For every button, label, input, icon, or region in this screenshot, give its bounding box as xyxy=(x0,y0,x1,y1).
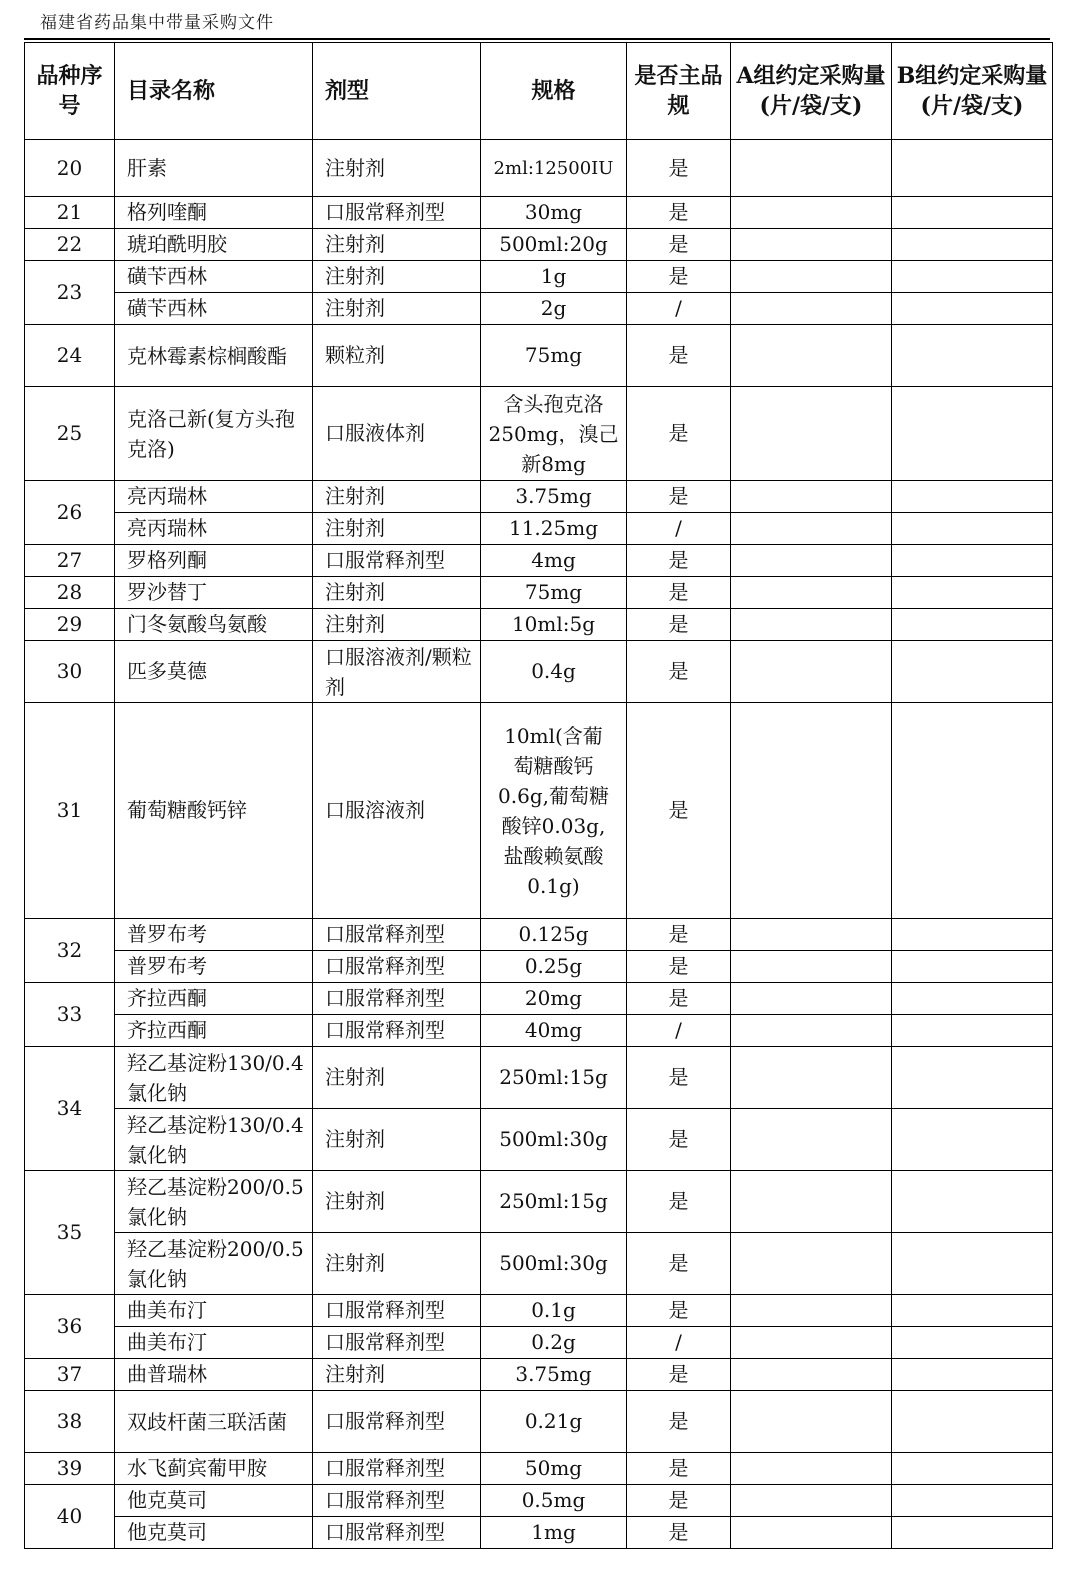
name-cell: 克洛己新(复方头孢克洛) xyxy=(115,387,313,481)
group-b-cell[interactable] xyxy=(892,197,1053,229)
table-row xyxy=(25,197,1053,229)
form-cell: 注射剂 xyxy=(313,513,481,545)
form-cell: 口服常释剂型 xyxy=(313,1517,481,1549)
form-cell: 注射剂 xyxy=(313,293,481,325)
main-cell: / xyxy=(627,293,731,325)
group-b-cell[interactable] xyxy=(892,481,1053,513)
main-cell: 是 xyxy=(627,387,731,481)
group-a-cell[interactable] xyxy=(731,1109,892,1171)
table-header-row xyxy=(25,43,1053,140)
spec-cell: 2ml:12500IU xyxy=(481,140,627,197)
group-b-cell[interactable] xyxy=(892,641,1053,703)
group-a-cell[interactable] xyxy=(731,1295,892,1327)
main-cell: 是 xyxy=(627,1453,731,1485)
spec-cell: 500ml:20g xyxy=(481,229,627,261)
group-b-cell[interactable] xyxy=(892,703,1053,919)
col-header-spec: 规格 xyxy=(481,43,627,140)
form-cell: 注射剂 xyxy=(313,1171,481,1233)
group-a-cell[interactable] xyxy=(731,481,892,513)
group-b-cell[interactable] xyxy=(892,1233,1053,1295)
table-row xyxy=(25,1359,1053,1391)
group-b-cell[interactable] xyxy=(892,387,1053,481)
spec-cell: 50mg xyxy=(481,1453,627,1485)
form-cell: 注射剂 xyxy=(313,140,481,197)
table-row xyxy=(25,1171,1053,1233)
table-row xyxy=(25,545,1053,577)
spec-cell: 0.5mg xyxy=(481,1485,627,1517)
spec-cell: 500ml:30g xyxy=(481,1233,627,1295)
form-cell: 注射剂 xyxy=(313,1047,481,1109)
spec-cell: 10ml:5g xyxy=(481,609,627,641)
main-cell: 是 xyxy=(627,1517,731,1549)
name-cell: 磺苄西林 xyxy=(115,293,313,325)
form-cell: 口服常释剂型 xyxy=(313,919,481,951)
spec-cell: 250ml:15g xyxy=(481,1171,627,1233)
name-cell: 罗沙替丁 xyxy=(115,577,313,609)
group-a-cell[interactable] xyxy=(731,229,892,261)
table-row xyxy=(25,919,1053,951)
spec-cell: 250ml:15g xyxy=(481,1047,627,1109)
group-a-cell[interactable] xyxy=(731,1171,892,1233)
group-a-cell[interactable] xyxy=(731,513,892,545)
main-cell: 是 xyxy=(627,609,731,641)
group-a-cell[interactable] xyxy=(731,261,892,293)
main-cell: 是 xyxy=(627,1485,731,1517)
table-row xyxy=(25,1015,1053,1047)
form-cell: 注射剂 xyxy=(313,481,481,513)
table-row xyxy=(25,1295,1053,1327)
main-cell: 是 xyxy=(627,140,731,197)
seq-cell: 28 xyxy=(25,577,115,609)
group-b-cell[interactable] xyxy=(892,1517,1053,1549)
name-cell: 门冬氨酸鸟氨酸 xyxy=(115,609,313,641)
name-cell: 普罗布考 xyxy=(115,951,313,983)
form-cell: 口服常释剂型 xyxy=(313,1015,481,1047)
spec-cell: 0.2g xyxy=(481,1327,627,1359)
group-a-cell[interactable] xyxy=(731,983,892,1015)
spec-cell: 0.1g xyxy=(481,1295,627,1327)
name-cell: 琥珀酰明胶 xyxy=(115,229,313,261)
table-row xyxy=(25,641,1053,703)
seq-cell: 29 xyxy=(25,609,115,641)
group-b-cell[interactable] xyxy=(892,1485,1053,1517)
spec-cell: 0.25g xyxy=(481,951,627,983)
group-a-cell[interactable] xyxy=(731,703,892,919)
main-cell: 是 xyxy=(627,1047,731,1109)
main-cell: 是 xyxy=(627,197,731,229)
group-a-cell[interactable] xyxy=(731,1015,892,1047)
spec-cell: 0.4g xyxy=(481,641,627,703)
name-cell: 亮丙瑞林 xyxy=(115,481,313,513)
group-a-cell[interactable] xyxy=(731,1359,892,1391)
form-cell: 注射剂 xyxy=(313,261,481,293)
spec-cell: 3.75mg xyxy=(481,1359,627,1391)
group-a-cell[interactable] xyxy=(731,609,892,641)
spec-cell: 0.21g xyxy=(481,1391,627,1453)
group-b-cell[interactable] xyxy=(892,1453,1053,1485)
spec-cell: 30mg xyxy=(481,197,627,229)
form-cell: 口服常释剂型 xyxy=(313,1327,481,1359)
form-cell: 注射剂 xyxy=(313,229,481,261)
seq-cell: 32 xyxy=(25,919,115,983)
main-cell: 是 xyxy=(627,703,731,919)
group-b-cell[interactable] xyxy=(892,1359,1053,1391)
group-a-cell[interactable] xyxy=(731,1517,892,1549)
group-a-cell[interactable] xyxy=(731,951,892,983)
group-a-cell[interactable] xyxy=(731,1485,892,1517)
group-a-cell[interactable] xyxy=(731,919,892,951)
main-cell: 是 xyxy=(627,919,731,951)
main-cell: 是 xyxy=(627,229,731,261)
spec-cell: 含头孢克洛250mg，溴己新8mg xyxy=(481,387,627,481)
table-row xyxy=(25,1327,1053,1359)
form-cell: 口服液体剂 xyxy=(313,387,481,481)
seq-cell: 21 xyxy=(25,197,115,229)
name-cell: 普罗布考 xyxy=(115,919,313,951)
form-cell: 口服常释剂型 xyxy=(313,197,481,229)
group-b-cell[interactable] xyxy=(892,1391,1053,1453)
seq-cell: 27 xyxy=(25,545,115,577)
table-row xyxy=(25,577,1053,609)
group-b-cell[interactable] xyxy=(892,577,1053,609)
group-b-cell[interactable] xyxy=(892,513,1053,545)
table-row xyxy=(25,293,1053,325)
group-a-cell[interactable] xyxy=(731,197,892,229)
spec-cell: 1mg xyxy=(481,1517,627,1549)
group-b-cell[interactable] xyxy=(892,919,1053,951)
seq-cell: 40 xyxy=(25,1485,115,1549)
name-cell: 齐拉西酮 xyxy=(115,1015,313,1047)
seq-cell: 23 xyxy=(25,261,115,325)
group-a-cell[interactable] xyxy=(731,140,892,197)
spec-cell: 11.25mg xyxy=(481,513,627,545)
spec-cell: 10ml(含葡萄糖酸钙0.6g,葡萄糖酸锌0.03g,盐酸赖氨酸0.1g) xyxy=(481,703,627,919)
col-header-name: 目录名称 xyxy=(115,43,313,140)
form-cell: 注射剂 xyxy=(313,1233,481,1295)
name-cell: 羟乙基淀粉200/0.5氯化钠 xyxy=(115,1171,313,1233)
group-b-cell[interactable] xyxy=(892,1015,1053,1047)
table-row xyxy=(25,1047,1053,1109)
form-cell: 口服常释剂型 xyxy=(313,545,481,577)
main-cell: 是 xyxy=(627,481,731,513)
group-b-cell[interactable] xyxy=(892,325,1053,387)
form-cell: 口服常释剂型 xyxy=(313,1391,481,1453)
main-cell: 是 xyxy=(627,1391,731,1453)
seq-cell: 38 xyxy=(25,1391,115,1453)
group-a-cell[interactable] xyxy=(731,1233,892,1295)
name-cell: 罗格列酮 xyxy=(115,545,313,577)
group-b-cell[interactable] xyxy=(892,140,1053,197)
drug-table xyxy=(24,42,1053,1549)
name-cell: 亮丙瑞林 xyxy=(115,513,313,545)
main-cell: / xyxy=(627,1015,731,1047)
main-cell: 是 xyxy=(627,1295,731,1327)
document-header: 福建省药品集中带量采购文件 xyxy=(40,13,274,33)
group-b-cell[interactable] xyxy=(892,1171,1053,1233)
form-cell: 口服常释剂型 xyxy=(313,1295,481,1327)
main-cell: 是 xyxy=(627,1109,731,1171)
header-rule xyxy=(24,38,1050,40)
main-cell: 是 xyxy=(627,261,731,293)
main-cell: / xyxy=(627,1327,731,1359)
spec-cell: 1g xyxy=(481,261,627,293)
group-b-cell[interactable] xyxy=(892,1295,1053,1327)
main-cell: 是 xyxy=(627,1359,731,1391)
name-cell: 曲普瑞林 xyxy=(115,1359,313,1391)
table-row xyxy=(25,703,1053,919)
table-row xyxy=(25,1391,1053,1453)
name-cell: 羟乙基淀粉130/0.4氯化钠 xyxy=(115,1109,313,1171)
form-cell: 注射剂 xyxy=(313,609,481,641)
spec-cell: 500ml:30g xyxy=(481,1109,627,1171)
name-cell: 他克莫司 xyxy=(115,1485,313,1517)
form-cell: 注射剂 xyxy=(313,1359,481,1391)
table-row xyxy=(25,325,1053,387)
group-a-cell[interactable] xyxy=(731,1453,892,1485)
group-b-cell[interactable] xyxy=(892,293,1053,325)
form-cell: 注射剂 xyxy=(313,1109,481,1171)
group-b-cell[interactable] xyxy=(892,545,1053,577)
table-row xyxy=(25,229,1053,261)
table-row xyxy=(25,513,1053,545)
seq-cell: 33 xyxy=(25,983,115,1047)
form-cell: 口服溶液剂 xyxy=(313,703,481,919)
group-b-cell[interactable] xyxy=(892,1109,1053,1171)
main-cell: / xyxy=(627,513,731,545)
name-cell: 克林霉素棕榈酸酯 xyxy=(115,325,313,387)
seq-cell: 34 xyxy=(25,1047,115,1171)
name-cell: 齐拉西酮 xyxy=(115,983,313,1015)
seq-cell: 25 xyxy=(25,387,115,481)
group-a-cell[interactable] xyxy=(731,577,892,609)
group-a-cell[interactable] xyxy=(731,387,892,481)
table-row xyxy=(25,1109,1053,1171)
spec-cell: 0.125g xyxy=(481,919,627,951)
seq-cell: 22 xyxy=(25,229,115,261)
seq-cell: 20 xyxy=(25,140,115,197)
name-cell: 他克莫司 xyxy=(115,1517,313,1549)
col-header-group-a: A组约定采购量(片/袋/支) xyxy=(731,43,892,140)
name-cell: 磺苄西林 xyxy=(115,261,313,293)
table-row xyxy=(25,481,1053,513)
seq-cell: 39 xyxy=(25,1453,115,1485)
col-header-seq: 品种序号 xyxy=(25,43,115,140)
spec-cell: 75mg xyxy=(481,325,627,387)
name-cell: 水飞蓟宾葡甲胺 xyxy=(115,1453,313,1485)
spec-cell: 4mg xyxy=(481,545,627,577)
spec-cell: 20mg xyxy=(481,983,627,1015)
group-b-cell[interactable] xyxy=(892,1047,1053,1109)
table-row xyxy=(25,1453,1053,1485)
main-cell: 是 xyxy=(627,545,731,577)
group-b-cell[interactable] xyxy=(892,229,1053,261)
form-cell: 口服常释剂型 xyxy=(313,983,481,1015)
group-a-cell[interactable] xyxy=(731,641,892,703)
main-cell: 是 xyxy=(627,641,731,703)
group-b-cell[interactable] xyxy=(892,983,1053,1015)
spec-cell: 3.75mg xyxy=(481,481,627,513)
main-cell: 是 xyxy=(627,1233,731,1295)
seq-cell: 30 xyxy=(25,641,115,703)
main-cell: 是 xyxy=(627,983,731,1015)
form-cell: 口服溶液剂/颗粒剂 xyxy=(313,641,481,703)
spec-cell: 40mg xyxy=(481,1015,627,1047)
group-b-cell[interactable] xyxy=(892,951,1053,983)
group-a-cell[interactable] xyxy=(731,1391,892,1453)
name-cell: 肝素 xyxy=(115,140,313,197)
table-row xyxy=(25,609,1053,641)
table-row xyxy=(25,1233,1053,1295)
name-cell: 匹多莫德 xyxy=(115,641,313,703)
table-row xyxy=(25,387,1053,481)
table-row xyxy=(25,951,1053,983)
name-cell: 曲美布汀 xyxy=(115,1295,313,1327)
group-a-cell[interactable] xyxy=(731,545,892,577)
group-a-cell[interactable] xyxy=(731,1047,892,1109)
col-header-group-b: B组约定采购量(片/袋/支) xyxy=(892,43,1053,140)
form-cell: 口服常释剂型 xyxy=(313,1453,481,1485)
group-b-cell[interactable] xyxy=(892,1327,1053,1359)
seq-cell: 26 xyxy=(25,481,115,545)
name-cell: 曲美布汀 xyxy=(115,1327,313,1359)
group-a-cell[interactable] xyxy=(731,293,892,325)
table-row xyxy=(25,140,1053,197)
name-cell: 葡萄糖酸钙锌 xyxy=(115,703,313,919)
seq-cell: 37 xyxy=(25,1359,115,1391)
name-cell: 双歧杆菌三联活菌 xyxy=(115,1391,313,1453)
main-cell: 是 xyxy=(627,577,731,609)
table-row xyxy=(25,1517,1053,1549)
group-b-cell[interactable] xyxy=(892,609,1053,641)
col-header-main: 是否主品规 xyxy=(627,43,731,140)
name-cell: 格列喹酮 xyxy=(115,197,313,229)
main-cell: 是 xyxy=(627,325,731,387)
col-header-form: 剂型 xyxy=(313,43,481,140)
table-row xyxy=(25,1485,1053,1517)
name-cell: 羟乙基淀粉200/0.5氯化钠 xyxy=(115,1233,313,1295)
form-cell: 口服常释剂型 xyxy=(313,1485,481,1517)
group-a-cell[interactable] xyxy=(731,325,892,387)
spec-cell: 75mg xyxy=(481,577,627,609)
table-row xyxy=(25,261,1053,293)
form-cell: 口服常释剂型 xyxy=(313,951,481,983)
spec-cell: 2g xyxy=(481,293,627,325)
main-cell: 是 xyxy=(627,1171,731,1233)
seq-cell: 36 xyxy=(25,1295,115,1359)
seq-cell: 31 xyxy=(25,703,115,919)
seq-cell: 35 xyxy=(25,1171,115,1295)
form-cell: 颗粒剂 xyxy=(313,325,481,387)
form-cell: 注射剂 xyxy=(313,577,481,609)
seq-cell: 24 xyxy=(25,325,115,387)
group-b-cell[interactable] xyxy=(892,261,1053,293)
main-cell: 是 xyxy=(627,951,731,983)
table-row xyxy=(25,983,1053,1015)
name-cell: 羟乙基淀粉130/0.4氯化钠 xyxy=(115,1047,313,1109)
group-a-cell[interactable] xyxy=(731,1327,892,1359)
